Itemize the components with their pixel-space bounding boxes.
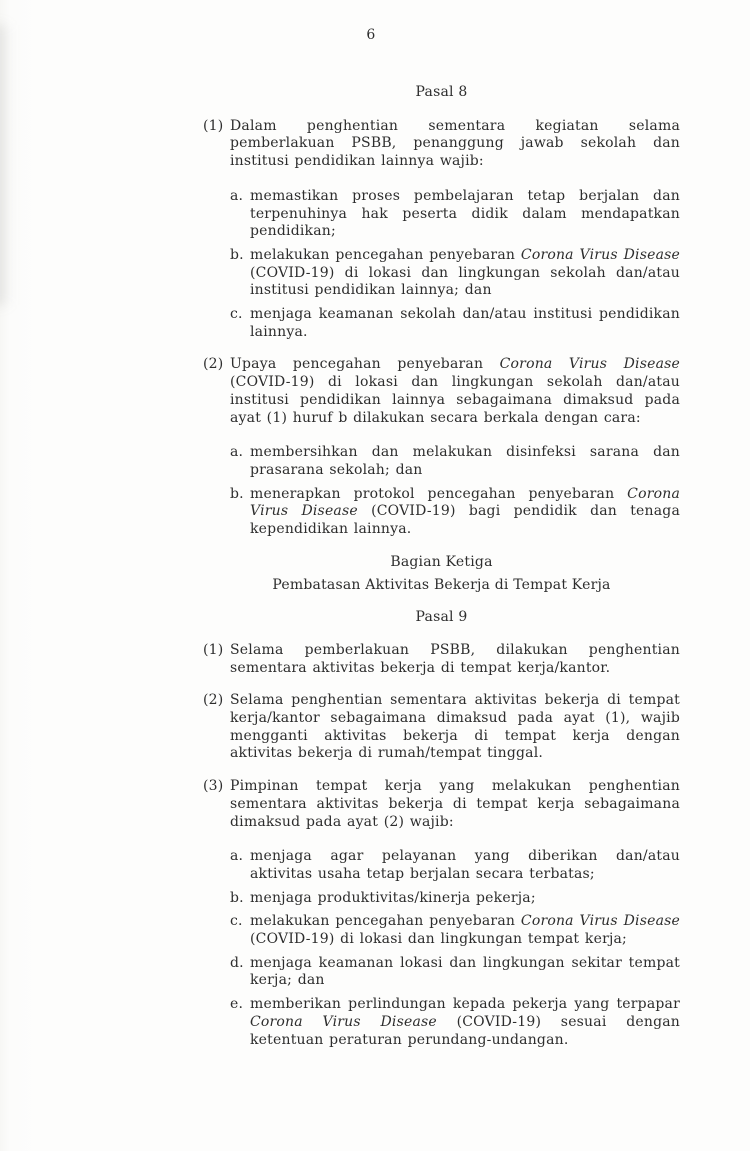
item-letter: b. xyxy=(230,485,244,502)
clause-number: (3) xyxy=(203,778,224,795)
clause-8-1 xyxy=(203,118,680,342)
clause-number: (1) xyxy=(203,117,224,134)
list-item-8-1-c xyxy=(230,306,680,341)
item-text: menjaga keamanan lokasi dan lingkungan sekitar tempat kerja; dan xyxy=(250,954,680,989)
document-content xyxy=(203,0,680,1064)
clause-text: Selama penghentian sementara aktivitas bekerja di tempat kerja/kantor sebagaimana dimaksud pada ayat (1), wajib mengganti aktivitas bekerja di tempat kerja dengan aktivitas bekerja di rumah/tempat tinggal. xyxy=(230,692,680,762)
scan-edge-shadow xyxy=(0,25,12,305)
item-letter: e. xyxy=(230,996,244,1013)
item-letter: b. xyxy=(230,246,244,263)
clause-8-2 xyxy=(203,356,680,538)
clause-text: Dalam penghentian sementara kegiatan selama pemberlakuan PSBB, penanggung jawab sekolah dan institusi pendidikan lainnya wajib: xyxy=(230,117,680,170)
list-item-8-1-a xyxy=(230,188,680,241)
bagian-ketiga-subheading: Pembatasan Aktivitas Bekerja di Tempat Kerja xyxy=(272,577,611,594)
item-text: melakukan pencegahan penyebaran Corona Virus Disease (COVID-19) di lokasi dan lingkungan sekolah dan/atau institusi pendidikan lainnya; dan xyxy=(250,246,680,299)
item-letter: a. xyxy=(230,187,244,204)
item-text: membersihkan dan melakukan disinfeksi sarana dan prasarana sekolah; dan xyxy=(250,444,680,478)
clause-text: Upaya pencegahan penyebaran Corona Virus Disease (COVID-19) di lokasi dan lingkungan sekolah dan/atau institusi pendidikan lainnya sebagaimana dimaksud pada ayat (1) huruf b dilakukan secara berkala dengan cara: xyxy=(230,356,681,426)
clause-body xyxy=(230,118,680,342)
clause-9-1 xyxy=(203,642,680,677)
clause-number: (2) xyxy=(203,692,224,709)
list-item-9-3-b xyxy=(230,890,680,908)
bagian-ketiga-heading: Bagian Ketiga xyxy=(390,553,493,570)
item-text: menjaga keamanan sekolah dan/atau institusi pendidikan lainnya. xyxy=(250,306,680,340)
item-letter: c. xyxy=(230,913,243,930)
sub-item-list xyxy=(230,188,680,342)
item-text: melakukan pencegahan penyebaran Corona Virus Disease (COVID-19) di lokasi dan lingkungan tempat kerja; xyxy=(250,913,680,948)
item-letter: b. xyxy=(230,889,244,906)
item-letter: a. xyxy=(230,444,244,461)
pasal-9-heading: Pasal 9 xyxy=(415,609,468,626)
item-text: menjaga agar pelayanan yang diberikan dan/atau aktivitas usaha tetap berjalan secara terbatas; xyxy=(250,848,680,882)
clause-text: Selama pemberlakuan PSBB, dilakukan penghentian sementara aktivitas bekerja di tempat kerja/kantor. xyxy=(230,641,680,676)
clause-body xyxy=(230,778,680,1049)
clause-9-2 xyxy=(203,692,680,763)
list-item-9-3-c xyxy=(230,913,680,948)
page-number: 6 xyxy=(366,27,376,43)
list-item-9-3-a xyxy=(230,848,680,883)
item-letter: c. xyxy=(230,306,243,323)
item-letter: d. xyxy=(230,954,244,971)
item-text: menerapkan protokol pencegahan penyebaran Corona Virus Disease (COVID-19) bagi pendidik dan tenaga kependidikan lainnya. xyxy=(250,485,680,538)
list-item-9-3-d xyxy=(230,955,680,990)
clause-body xyxy=(230,356,680,538)
item-text: memberikan perlindungan kepada pekerja yang terpapar Corona Virus Disease (COVID-19) sesuai dengan ketentuan peraturan perundang-undangan. xyxy=(250,996,680,1048)
item-letter: a. xyxy=(230,848,244,865)
list-item-8-2-b xyxy=(230,486,680,539)
clause-number: (1) xyxy=(203,641,224,658)
item-text: menjaga produktivitas/kinerja pekerja; xyxy=(250,889,536,906)
list-item-8-2-a xyxy=(230,444,680,479)
clause-body xyxy=(230,642,680,677)
list-item-8-1-b xyxy=(230,247,680,300)
list-item-9-3-e xyxy=(230,996,680,1049)
sub-item-list xyxy=(230,444,680,539)
clause-9-3 xyxy=(203,778,680,1049)
item-text: memastikan proses pembelajaran tetap berjalan dan terpenuhinya hak peserta didik dalam mendapatkan pendidikan; xyxy=(250,187,680,240)
sub-item-list xyxy=(230,848,680,1049)
clause-number: (2) xyxy=(203,356,224,373)
pasal-8-heading: Pasal 8 xyxy=(415,84,468,100)
clause-body xyxy=(230,692,680,763)
clause-text: Pimpinan tempat kerja yang melakukan penghentian sementara aktivitas bekerja di tempat kerja sebagaimana dimaksud pada ayat (2) wajib: xyxy=(230,778,680,830)
